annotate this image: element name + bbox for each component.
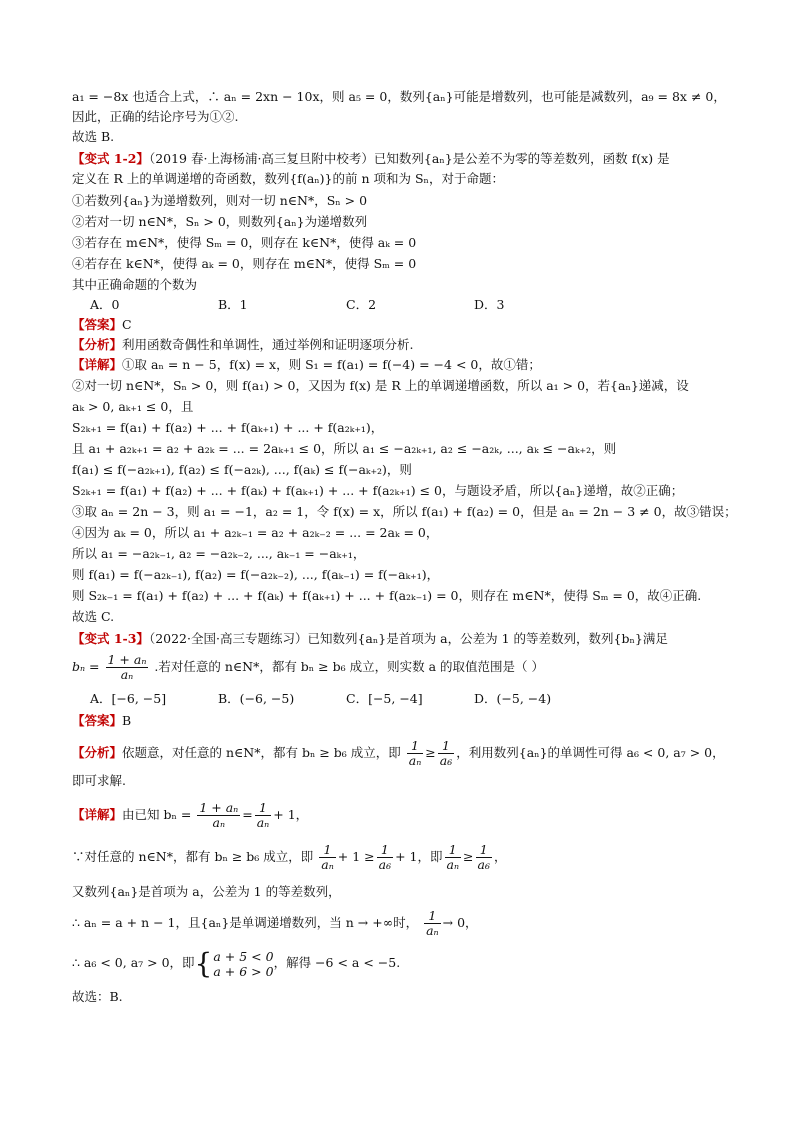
fraction-numerator: 1	[476, 843, 492, 858]
fraction	[377, 843, 393, 872]
proposition: ③若存在 m∈N*，使得 Sₘ = 0，则存在 k∈N*，使得 aₖ = 0	[72, 235, 417, 250]
detail-text: f(a₁) ≤ f(−a₂ₖ₊₁), f(a₂) ≤ f(−a₂ₖ), ..., f(aₖ) ≤ f(−aₖ₊₂)，则	[72, 462, 412, 477]
formula-text: bₙ =	[72, 659, 100, 674]
answer-line	[72, 316, 132, 334]
fraction-numerator: 1	[445, 843, 462, 858]
detail-line	[72, 906, 478, 940]
fraction-numerator: 1	[319, 843, 336, 858]
detail-text: ∴ aₙ = a + n − 1，且{aₙ}是单调递增数列，当 n → +∞时，	[72, 915, 419, 930]
detail-text: S₂ₖ₊₁ = f(a₁) + f(a₂) + ... + f(aₖ₊₁) + ... + f(a₂ₖ₊₁)，	[72, 420, 384, 435]
answer-value: B	[122, 713, 132, 728]
option: A．[−6, −5]	[90, 691, 167, 706]
option: D．3	[474, 297, 505, 312]
analysis-tag: 【分析】	[72, 745, 123, 760]
fraction-denominator: a₆	[378, 857, 392, 872]
left-brace: {	[194, 946, 213, 980]
analysis-tag: 【分析】	[72, 337, 123, 352]
detail-text: 由已知 bₙ =	[122, 807, 192, 822]
proposition: ④若存在 k∈N*，使得 aₖ = 0，则存在 m∈N*，使得 Sₘ = 0	[72, 256, 417, 271]
detail-text: =	[242, 807, 253, 822]
fraction-numerator: 1	[438, 739, 454, 754]
question-text	[72, 650, 544, 684]
answer-tag: 【答案】	[72, 713, 123, 728]
text-line: 故选：B.	[72, 989, 123, 1004]
detail-text: 所以 a₁ = −a₂ₖ₋₁, a₂ = −a₂ₖ₋₂, ..., aₖ₋₁ = −aₖ₊₁，	[72, 546, 366, 561]
fraction-numerator: 1	[407, 739, 424, 754]
question-text: （2022·全国·高三专题练习）已知数列{aₙ}是首项为 a，公差为 1 的等差数列，数列{bₙ}满足	[148, 631, 668, 646]
detail-text: ③取 aₙ = 2n − 3，则 a₁ = −1，a₂ = 1，令 f(x) = x，所以 f(a₁) + f(a₂) = 0，但是 aₙ = 2n − 3 ≠ 0，故③错误；	[72, 504, 737, 519]
fraction-numerator: 1	[377, 843, 393, 858]
fraction	[438, 739, 454, 768]
detail-text: ，解得 −6 < a < −5.	[273, 955, 401, 970]
proposition: ①若数列{aₙ}为递增数列，则对一切 n∈N*，Sₙ > 0	[72, 193, 368, 208]
question-header	[72, 150, 670, 168]
text-line: 故选 B.	[72, 129, 115, 144]
text-line: 因此，正确的结论序号为①②.	[72, 109, 239, 124]
question-text: 其中正确命题的个数为	[72, 277, 198, 292]
option: C．[−5, −4]	[346, 691, 423, 706]
fraction-denominator: a₆	[439, 753, 453, 768]
detail-text: 且 a₁ + a₂ₖ₊₁ = a₂ + a₂ₖ = ... = 2aₖ₊₁ ≤ 0，所以 a₁ ≤ −a₂ₖ₊₁, a₂ ≤ −a₂ₖ, ..., aₖ ≤ −aₖ₊₂，则	[72, 441, 617, 456]
fraction-numerator: 1	[424, 909, 441, 924]
fraction-denominator: aₙ	[408, 753, 422, 768]
analysis-line: 【分析】依题意，对任意的 n∈N*，都有 bₙ ≥ b₆ 成立，即 $\frac{1}{\text{aₙ}}$ ≥ $\frac{1}{\text{a₆}}$ ，利用数列{aₙ}的单调性可得 a₆ < 0, a₇ > 0，	[72, 738, 725, 768]
fraction-denominator: a₆	[477, 857, 490, 872]
detail-text: ∴ a₆ < 0, a₇ > 0，即	[72, 955, 195, 970]
detail-text: ④因为 aₖ = 0，所以 a₁ + a₂ₖ₋₁ = a₂ + a₂ₖ₋₂ = ... = 2aₖ = 0，	[72, 525, 439, 540]
fraction-denominator: aₙ	[446, 857, 460, 872]
fraction-denominator: aₙ	[120, 667, 134, 682]
fraction-denominator: aₙ	[426, 923, 439, 938]
detail-text: 又数列{aₙ}是首项为 a，公差为 1 的等差数列，	[72, 884, 341, 899]
detail-text: ∵对任意的 n∈N*，都有 bₙ ≥ b₆ 成立，即	[72, 849, 314, 864]
question-text: （2019 春·上海杨浦·高三复旦附中校考）已知数列{aₙ}是公差不为零的等差数列，函数 f(x) 是	[148, 151, 670, 166]
option: B．(−6, −5)	[218, 691, 295, 706]
variant-tag: 【变式 1-3】	[72, 631, 149, 646]
fraction-numerator: 1 + aₙ	[107, 652, 147, 667]
detail-text: ①取 aₙ = n − 5，f(x) = x，则 S₁ = f(a₁) = f(−4) = −4 < 0，故①错；	[122, 357, 541, 372]
detail-text: S₂ₖ₊₁ = f(a₁) + f(a₂) + ... + f(aₖ) + f(aₖ₊₁) + ... + f(a₂ₖ₊₁) ≤ 0，与题设矛盾，所以{aₙ}递增，故②正确；	[72, 483, 684, 498]
analysis-text: 利用函数奇偶性和单调性，通过举例和证明逐项分析.	[122, 337, 414, 352]
fraction	[106, 653, 149, 682]
answer-value: C	[122, 317, 132, 332]
analysis-text: ，利用数列{aₙ}的单调性可得 a₆ < 0, a₇ > 0，	[456, 745, 725, 760]
option: C．2	[346, 297, 377, 312]
detail-line	[72, 946, 400, 980]
question-header	[72, 630, 668, 648]
fraction	[197, 801, 240, 830]
detail-text: → 0，	[442, 915, 478, 930]
detail-tag: 【详解】	[72, 807, 123, 822]
analysis-text: 依题意，对任意的 n∈N*，都有 bₙ ≥ b₆ 成立，即	[122, 745, 401, 760]
inequality: a + 5 < 0	[213, 948, 274, 964]
text-line: 故选 C.	[72, 609, 115, 624]
question-text: 定义在 R 上的单调递增的奇函数，数列{f(aₙ)}的前 n 项和为 Sₙ，对于命题：	[72, 171, 504, 186]
option: B．1	[218, 297, 248, 312]
fraction	[255, 801, 272, 830]
fraction	[445, 843, 462, 872]
variant-tag: 【变式 1-2】	[72, 151, 149, 166]
inequality: a + 6 > 0	[213, 963, 274, 979]
question-text: .若对任意的 n∈N*，都有 bₙ ≥ b₆ 成立，则实数 a 的取值范围是（ ）	[154, 659, 544, 674]
text-line: a₁ = −8x 也适合上式，∴ aₙ = 2xn − 10x，则 a₅ = 0，数列{aₙ}可能是增数列，也可能是减数列，a₉ = 8x ≠ 0，	[72, 89, 726, 104]
detail-text: aₖ > 0, aₖ₊₁ ≤ 0，且	[72, 399, 194, 414]
detail-text: + 1 ≥	[337, 849, 375, 864]
fraction-denominator: aₙ	[256, 815, 270, 830]
options-row	[90, 690, 602, 708]
fraction	[476, 843, 492, 872]
detail-line	[72, 356, 541, 374]
fraction-denominator: aₙ	[212, 815, 226, 830]
answer-tag: 【答案】	[72, 317, 123, 332]
detail-line: ∵对任意的 n∈N*，都有 bₙ ≥ b₆ 成立，即 $\frac{1}{\text{aₙ}}$ + 1 ≥ $\frac{1}{\text{a₆}}$ + 1，即 $\frac{1}{\text{aₙ}}$ ≥ $\frac{1}{\text{a₆}}$ ，	[72, 842, 507, 872]
detail-tag: 【详解】	[72, 357, 123, 372]
option: D．(−5, −4)	[474, 691, 552, 706]
analysis-text: 即可求解.	[72, 773, 126, 788]
analysis-line	[72, 336, 414, 354]
fraction-numerator: 1 + aₙ	[199, 800, 239, 815]
fraction	[407, 739, 424, 768]
fraction	[424, 909, 441, 938]
detail-text: 则 f(a₁) = f(−a₂ₖ₋₁), f(a₂) = f(−a₂ₖ₋₂), ..., f(aₖ₋₁) = f(−aₖ₊₁)，	[72, 567, 440, 582]
detail-text: ②对一切 n∈N*，Sₙ > 0，则 f(a₁) > 0，又因为 f(x) 是 R 上的单调递增函数，所以 a₁ > 0，若{aₙ}递减，设	[72, 378, 689, 393]
detail-text: 则 S₂ₖ₋₁ = f(a₁) + f(a₂) + ... + f(aₖ) + f(aₖ₊₁) + ... + f(a₂ₖ₋₁) = 0，则存在 m∈N*，使得 Sₘ = 0，故④正确.	[72, 588, 702, 603]
detail-text: + 1，即	[395, 849, 443, 864]
detail-text: + 1，	[273, 807, 309, 822]
detail-line	[72, 798, 308, 832]
fraction-numerator: 1	[255, 801, 272, 816]
option: A．0	[90, 297, 120, 312]
answer-line	[72, 712, 131, 730]
fraction	[319, 843, 336, 872]
options-row	[90, 296, 602, 314]
fraction-denominator: aₙ	[321, 857, 334, 872]
proposition: ②若对一切 n∈N*，Sₙ > 0，则数列{aₙ}为递增数列	[72, 214, 368, 229]
inequality-system	[213, 949, 273, 979]
